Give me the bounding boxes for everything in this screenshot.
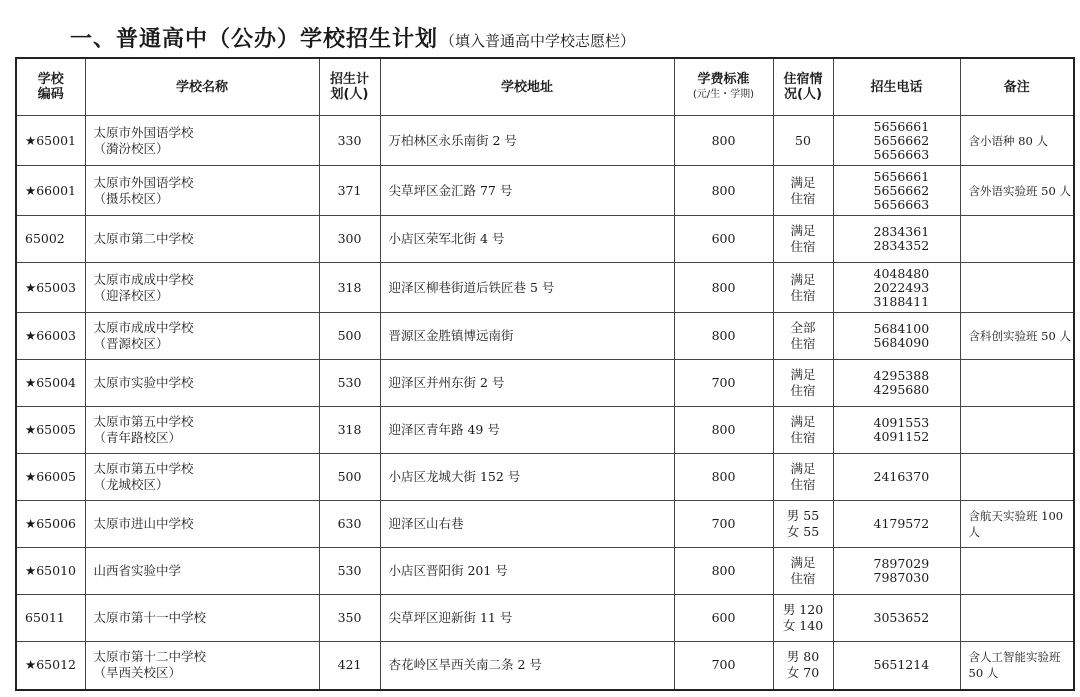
note-cell	[960, 548, 1074, 595]
fee-cell: 700	[674, 360, 773, 407]
phone-cell: 4091553 4091152	[833, 407, 960, 454]
header-phone: 招生电话	[833, 58, 960, 116]
school-code-cell: ★65005	[16, 407, 85, 454]
table-row	[16, 454, 1074, 501]
header-name: 学校名称	[85, 58, 319, 116]
phone-cell: 5684100 5684090	[833, 313, 960, 360]
address-cell: 迎泽区青年路 49 号	[380, 407, 674, 454]
plan-cell: 421	[319, 642, 380, 690]
phone-cell: 5656661 5656662 5656663	[833, 116, 960, 166]
plan-cell: 330	[319, 116, 380, 166]
lodging-cell: 满足 住宿	[773, 263, 833, 313]
plan-cell: 500	[319, 454, 380, 501]
lodging-cell: 满足 住宿	[773, 407, 833, 454]
note-cell	[960, 454, 1074, 501]
phone-cell: 3053652	[833, 595, 960, 642]
address-cell: 迎泽区并州东街 2 号	[380, 360, 674, 407]
lodging-cell: 满足 住宿	[773, 216, 833, 263]
address-cell: 万柏林区永乐南街 2 号	[380, 116, 674, 166]
table-row	[16, 642, 1074, 690]
school-name-cell: 太原市实验中学校	[85, 360, 319, 407]
school-name-cell: 太原市第十一中学校	[85, 595, 319, 642]
header-row	[16, 58, 1074, 116]
phone-cell: 5651214	[833, 642, 960, 690]
table-row	[16, 501, 1074, 548]
table-row	[16, 595, 1074, 642]
plan-cell: 530	[319, 548, 380, 595]
lodging-cell: 全部 住宿	[773, 313, 833, 360]
table-row	[16, 360, 1074, 407]
address-cell: 尖草坪区迎新街 11 号	[380, 595, 674, 642]
lodging-cell: 男 80 女 70	[773, 642, 833, 690]
header-address: 学校地址	[380, 58, 674, 116]
plan-cell: 630	[319, 501, 380, 548]
school-name-cell: 太原市第二中学校	[85, 216, 319, 263]
header-fee: 学费标准 (元/生・学期)	[674, 58, 773, 116]
table-row	[16, 548, 1074, 595]
fee-cell: 800	[674, 313, 773, 360]
school-name-cell: 太原市第十二中学校 （旱西关校区）	[85, 642, 319, 690]
fee-cell: 800	[674, 166, 773, 216]
school-code-cell: 65011	[16, 595, 85, 642]
address-cell: 尖草坪区金汇路 77 号	[380, 166, 674, 216]
header-code: 学校 编码	[16, 58, 85, 116]
note-cell	[960, 216, 1074, 263]
note-cell: 含航天实验班 100 人	[960, 501, 1074, 548]
plan-cell: 350	[319, 595, 380, 642]
school-code-cell: ★66003	[16, 313, 85, 360]
school-code-cell: ★65001	[16, 116, 85, 166]
school-code-cell: ★66005	[16, 454, 85, 501]
school-code-cell: ★65006	[16, 501, 85, 548]
address-cell: 小店区晋阳街 201 号	[380, 548, 674, 595]
phone-cell: 4179572	[833, 501, 960, 548]
plan-cell: 300	[319, 216, 380, 263]
note-cell	[960, 595, 1074, 642]
note-cell	[960, 263, 1074, 313]
phone-cell: 2834361 2834352	[833, 216, 960, 263]
fee-cell: 800	[674, 116, 773, 166]
fee-cell: 600	[674, 595, 773, 642]
school-code-cell: 65002	[16, 216, 85, 263]
header-plan: 招生计 划(人)	[319, 58, 380, 116]
school-name-cell: 太原市第五中学校 （青年路校区）	[85, 407, 319, 454]
note-cell	[960, 407, 1074, 454]
school-code-cell: ★65012	[16, 642, 85, 690]
table-row	[16, 263, 1074, 313]
header-note: 备注	[960, 58, 1074, 116]
note-cell	[960, 360, 1074, 407]
plan-cell: 318	[319, 263, 380, 313]
address-cell: 杏花岭区旱西关南二条 2 号	[380, 642, 674, 690]
lodging-cell: 满足 住宿	[773, 454, 833, 501]
title-main: 一、普通高中（公办）学校招生计划	[70, 27, 439, 52]
address-cell: 小店区荣军北街 4 号	[380, 216, 674, 263]
plan-cell: 500	[319, 313, 380, 360]
fee-cell: 800	[674, 407, 773, 454]
school-name-cell: 山西省实验中学	[85, 548, 319, 595]
fee-cell: 700	[674, 501, 773, 548]
address-cell: 迎泽区柳巷街道后铁匠巷 5 号	[380, 263, 674, 313]
table-row	[16, 216, 1074, 263]
fee-cell: 800	[674, 263, 773, 313]
school-code-cell: ★65010	[16, 548, 85, 595]
table-row	[16, 116, 1074, 166]
table-row	[16, 313, 1074, 360]
header-lodging: 住宿情 况(人)	[773, 58, 833, 116]
fee-cell: 800	[674, 548, 773, 595]
phone-cell: 5656661 5656662 5656663	[833, 166, 960, 216]
lodging-cell: 50	[773, 116, 833, 166]
fee-cell: 800	[674, 454, 773, 501]
title-sub: （填入普通高中学校志愿栏）	[440, 32, 636, 50]
school-name-cell: 太原市外国语学校 （摄乐校区）	[85, 166, 319, 216]
address-cell: 迎泽区山右巷	[380, 501, 674, 548]
lodging-cell: 男 120 女 140	[773, 595, 833, 642]
school-name-cell: 太原市进山中学校	[85, 501, 319, 548]
lodging-cell: 男 55 女 55	[773, 501, 833, 548]
school-code-cell: ★65004	[16, 360, 85, 407]
note-cell: 含人工智能实验班 50 人	[960, 642, 1074, 690]
lodging-cell: 满足 住宿	[773, 548, 833, 595]
phone-cell: 4295388 4295680	[833, 360, 960, 407]
school-code-cell: ★66001	[16, 166, 85, 216]
lodging-cell: 满足 住宿	[773, 166, 833, 216]
address-cell: 小店区龙城大街 152 号	[380, 454, 674, 501]
address-cell: 晋源区金胜镇博远南街	[380, 313, 674, 360]
plan-cell: 530	[319, 360, 380, 407]
school-name-cell: 太原市第五中学校 （龙城校区）	[85, 454, 319, 501]
lodging-cell: 满足 住宿	[773, 360, 833, 407]
fee-cell: 700	[674, 642, 773, 690]
enrollment-table	[15, 57, 1075, 691]
school-code-cell: ★65003	[16, 263, 85, 313]
document-title	[70, 22, 635, 52]
phone-cell: 4048480 2022493 3188411	[833, 263, 960, 313]
note-cell: 含小语种 80 人	[960, 116, 1074, 166]
plan-cell: 371	[319, 166, 380, 216]
school-name-cell: 太原市成成中学校 （晋源校区）	[85, 313, 319, 360]
note-cell: 含外语实验班 50 人	[960, 166, 1074, 216]
table-row	[16, 407, 1074, 454]
fee-cell: 600	[674, 216, 773, 263]
phone-cell: 7897029 7987030	[833, 548, 960, 595]
school-name-cell: 太原市外国语学校 （漪汾校区）	[85, 116, 319, 166]
table-row	[16, 166, 1074, 216]
school-name-cell: 太原市成成中学校 （迎泽校区）	[85, 263, 319, 313]
plan-cell: 318	[319, 407, 380, 454]
phone-cell: 2416370	[833, 454, 960, 501]
note-cell: 含科创实验班 50 人	[960, 313, 1074, 360]
